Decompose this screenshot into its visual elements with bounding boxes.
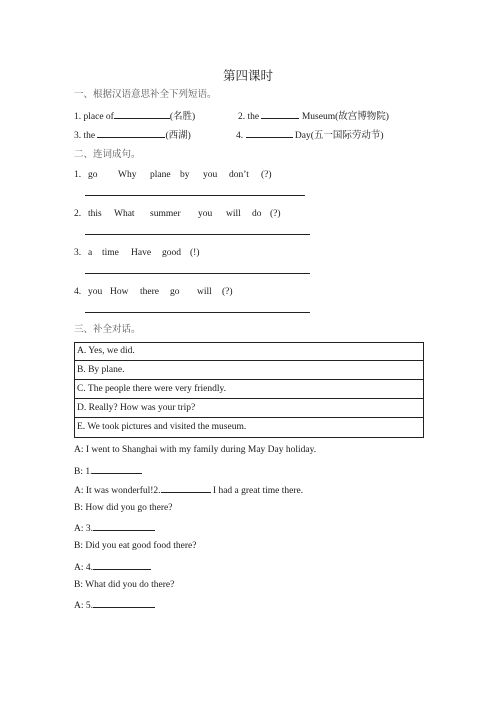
- phrase-4-prefix: 4.: [236, 131, 244, 141]
- answer-blank-4[interactable]: [246, 128, 293, 138]
- phrase-3-suffix: (西湖): [165, 131, 191, 141]
- dialogue-blank-3[interactable]: [93, 521, 155, 531]
- word: summer: [150, 209, 181, 219]
- word: Why: [118, 170, 137, 180]
- word: you: [88, 287, 103, 297]
- dialogue-line-9-text: A: 5.: [74, 601, 93, 611]
- word: Have: [131, 248, 152, 258]
- dialogue-line-8: B: What did you do there?: [74, 580, 175, 590]
- phrase-3-prefix: 3. the: [74, 131, 96, 141]
- word: by: [180, 170, 190, 180]
- dialogue-line-3-text: A: It was wonderful!2.: [74, 486, 161, 496]
- word: go: [88, 170, 98, 180]
- item-number: 2.: [74, 209, 82, 219]
- phrase-1-prefix: 1. place of: [74, 112, 114, 122]
- dialogue-line-5-text: A: 3.: [74, 524, 93, 534]
- dialogue-line-9: [74, 598, 155, 612]
- dialogue-blank-4[interactable]: [93, 560, 151, 570]
- word: do: [252, 209, 262, 219]
- answer-blank-3[interactable]: [97, 128, 165, 138]
- dialogue-line-1: A: I went to Shanghai with my family during May Day holiday.: [74, 445, 317, 455]
- phrase-item-1: [74, 109, 195, 123]
- answer-blank-2[interactable]: [261, 109, 299, 119]
- section-3-heading: 三、补全对话。: [74, 325, 141, 335]
- word: (!): [190, 248, 200, 258]
- dialogue-line-2: [74, 464, 142, 478]
- word: How: [110, 287, 129, 297]
- section-1-heading: 一、根据汉语意思补全下列短语。: [74, 90, 217, 100]
- word: go: [170, 287, 180, 297]
- dialogue-line-2-text: B: 1.: [74, 467, 93, 477]
- word: time: [102, 248, 119, 258]
- scrambled-sentence-2: [74, 208, 281, 220]
- option-row-e: E. We took pictures and visited the museum.: [77, 422, 247, 432]
- answer-blank-1[interactable]: [114, 109, 170, 119]
- dialogue-line-5: [74, 521, 155, 535]
- dialogue-line-3: [74, 483, 303, 497]
- section-2-heading: 二、连词成句。: [74, 150, 141, 160]
- word: plane: [150, 170, 171, 180]
- item-number: 4.: [74, 287, 82, 297]
- dialogue-blank-5[interactable]: [93, 598, 155, 608]
- option-row-d: D. Really? How was your trip?: [75, 400, 423, 418]
- dialogue-blank-1[interactable]: [92, 464, 142, 474]
- item-number: 3.: [74, 248, 82, 258]
- word: there: [140, 287, 159, 297]
- answer-line-3[interactable]: [85, 273, 310, 274]
- dialogue-line-7: [74, 560, 151, 574]
- word: will: [226, 209, 241, 219]
- word: (?): [222, 287, 233, 297]
- scrambled-sentence-1: [74, 169, 272, 181]
- word: (?): [261, 170, 272, 180]
- answer-line-1[interactable]: [85, 195, 305, 196]
- phrase-2-suffix: Museum(故宫博物院): [301, 112, 389, 122]
- scrambled-sentence-4: [74, 286, 233, 298]
- word: this: [88, 209, 102, 219]
- option-row-c: C. The people there were very friendly.: [75, 381, 423, 399]
- phrase-item-2: [238, 109, 389, 123]
- item-number: 1.: [74, 170, 82, 180]
- phrase-1-suffix: (名胜): [169, 112, 196, 122]
- dialogue-line-6: B: Did you eat good food there?: [74, 541, 197, 551]
- dialogue-blank-2[interactable]: [161, 483, 211, 493]
- word: you: [203, 170, 218, 180]
- page-title: 第四课时: [222, 69, 273, 83]
- dialogue-line-4: B: How did you go there?: [74, 503, 173, 513]
- dialogue-line-3-after: I had a great time there.: [212, 486, 304, 496]
- phrase-4-suffix: Day(五一国际劳动节): [294, 131, 384, 141]
- answer-line-4[interactable]: [85, 312, 310, 313]
- word: a: [88, 248, 93, 258]
- word: (?): [270, 209, 281, 219]
- word: good: [162, 248, 181, 258]
- phrase-2-prefix: 2. the: [238, 112, 260, 122]
- word: you: [198, 209, 213, 219]
- word: don’t: [229, 170, 249, 180]
- option-row-b: B. By plane.: [75, 362, 423, 380]
- options-table: [74, 342, 424, 438]
- dialogue-line-7-text: A: 4.: [74, 563, 93, 573]
- phrase-item-4: [236, 128, 384, 142]
- word: What: [114, 209, 135, 219]
- phrase-item-3: [74, 128, 191, 142]
- word: will: [197, 287, 212, 297]
- answer-line-2[interactable]: [85, 234, 310, 235]
- option-row-a: A. Yes, we did.: [75, 343, 423, 361]
- scrambled-sentence-3: [74, 247, 200, 259]
